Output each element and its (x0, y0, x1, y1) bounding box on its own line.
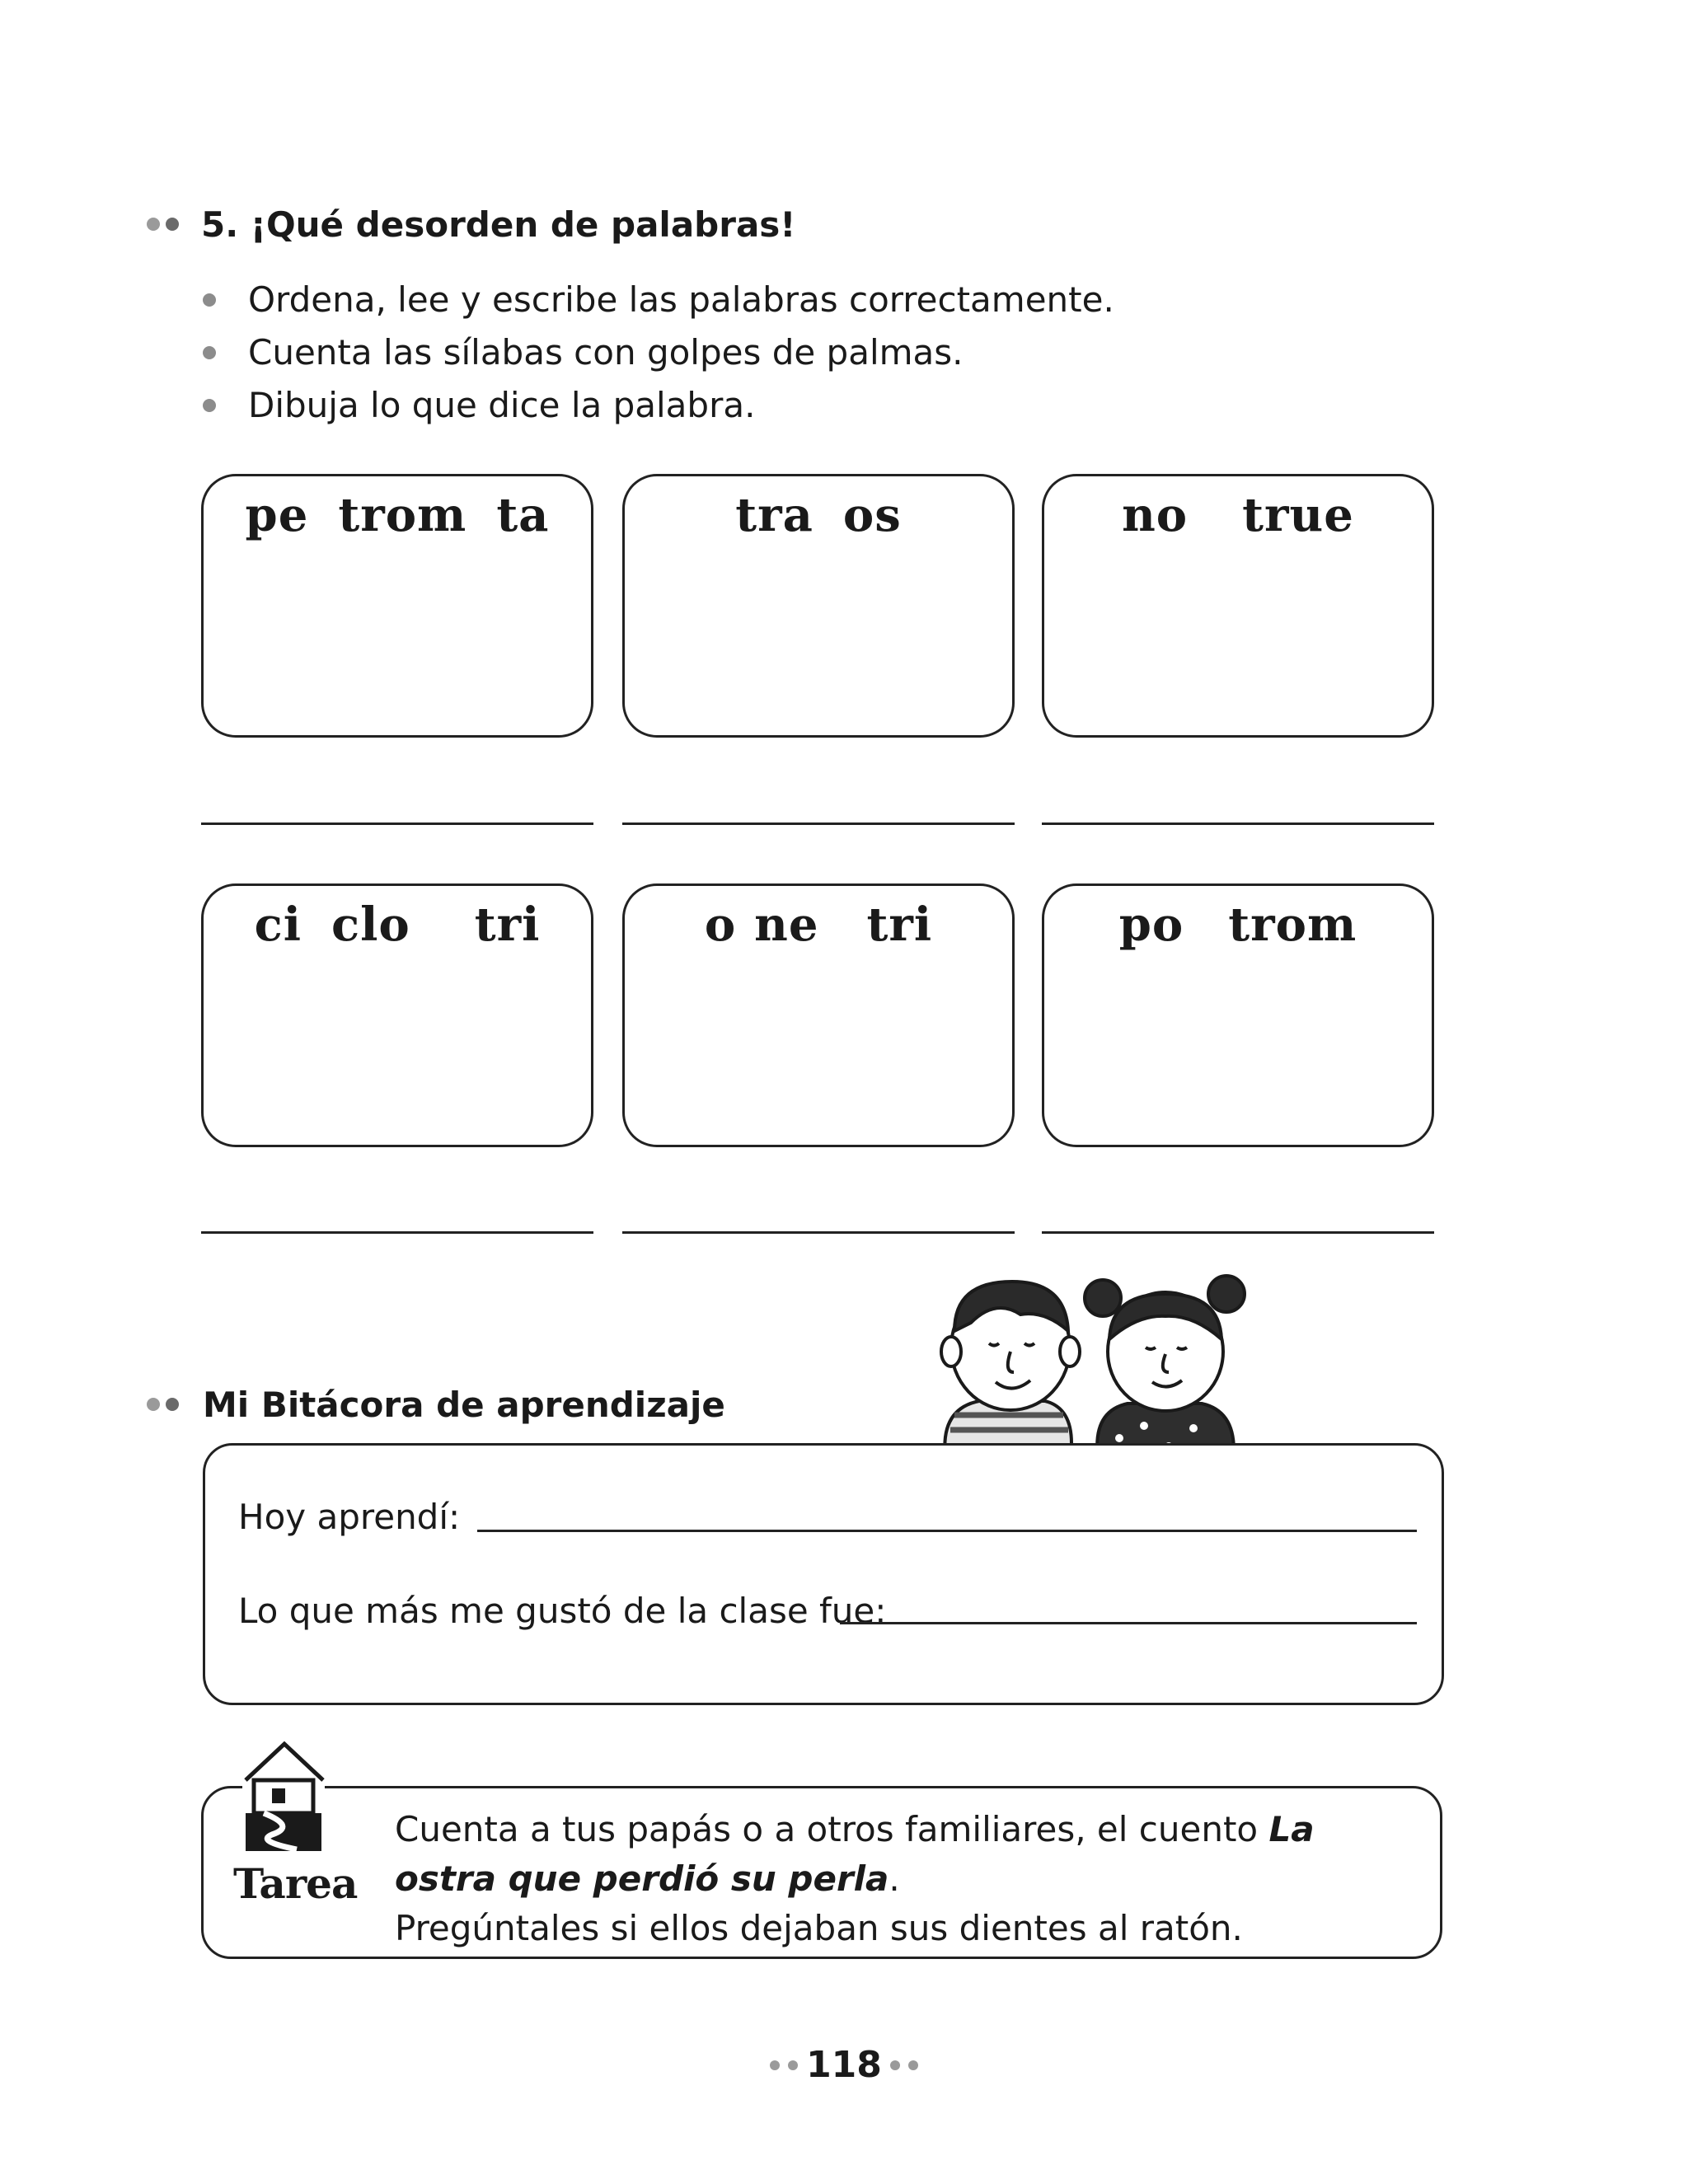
syllable: trom (338, 488, 467, 542)
homework-text (395, 1805, 1425, 1953)
homework-box (201, 1786, 1442, 1959)
homework-label: Tarea (233, 1859, 358, 1908)
word-drawing-box[interactable] (1042, 883, 1434, 1147)
homework-line-2: Pregúntales si ellos dejaban sus dientes al ratón. (395, 1908, 1243, 1948)
answer-line[interactable] (201, 1231, 593, 1234)
scrambled-syllables (625, 488, 1012, 542)
page-number (0, 2044, 1688, 2086)
syllable: ne (754, 898, 819, 952)
children-illustration (921, 1265, 1251, 1463)
learned-label: Hoy aprendí: (238, 1497, 461, 1537)
scrambled-syllables (1044, 898, 1432, 952)
scrambled-syllables (1044, 488, 1432, 542)
syllable: po (1118, 898, 1184, 952)
word-drawing-box[interactable] (1042, 474, 1434, 738)
word-drawing-box[interactable] (622, 474, 1015, 738)
instruction-item: Cuenta las sílabas con golpes de palmas. (200, 330, 1114, 382)
scrambled-syllables (204, 488, 591, 542)
answer-line[interactable] (1042, 1231, 1434, 1234)
instruction-list (200, 277, 1114, 435)
homework-intro: Cuenta a tus papás o a otros familiares, el cuento (395, 1809, 1269, 1849)
story-title: La ostra que perdió su perla (395, 1809, 1315, 1899)
syllable: tri (866, 898, 933, 952)
answer-line[interactable] (622, 1231, 1015, 1234)
section-bullet-dots (147, 1398, 179, 1411)
word-drawing-box[interactable] (201, 883, 593, 1147)
syllable: ci (254, 898, 302, 952)
syllable: os (842, 488, 902, 542)
instruction-item: Ordena, lee y escribe las palabras correctamente. (200, 277, 1114, 330)
house-icon (239, 1737, 330, 1853)
section-bullet-dots (147, 218, 179, 231)
syllable: tra (735, 488, 814, 542)
learning-log-box (203, 1443, 1444, 1705)
syllable: pe (245, 488, 309, 542)
liked-input-line[interactable] (840, 1622, 1417, 1624)
syllable: trom (1228, 898, 1357, 952)
bitacora-title: Mi Bitácora de aprendizaje (203, 1385, 725, 1425)
syllable: tri (474, 898, 541, 952)
exercise-title: 5. ¡Qué desorden de palabras! (201, 204, 796, 245)
syllable: clo (331, 898, 410, 952)
answer-line[interactable] (1042, 823, 1434, 825)
scrambled-syllables (625, 898, 1012, 952)
syllable: ta (496, 488, 550, 542)
syllable: o (704, 898, 737, 952)
liked-label: Lo que más me gustó de la clase fue: (238, 1591, 887, 1631)
syllable: true (1242, 488, 1354, 542)
page-number-text: 118 (806, 2044, 882, 2086)
answer-line[interactable] (622, 823, 1015, 825)
homework-punct: . (889, 1858, 900, 1899)
learned-input-line[interactable] (477, 1530, 1417, 1532)
word-drawing-box[interactable] (622, 883, 1015, 1147)
scrambled-syllables (204, 898, 591, 952)
word-drawing-box[interactable] (201, 474, 593, 738)
instruction-item: Dibuja lo que dice la palabra. (200, 382, 1114, 435)
syllable: no (1122, 488, 1189, 542)
answer-line[interactable] (201, 823, 593, 825)
